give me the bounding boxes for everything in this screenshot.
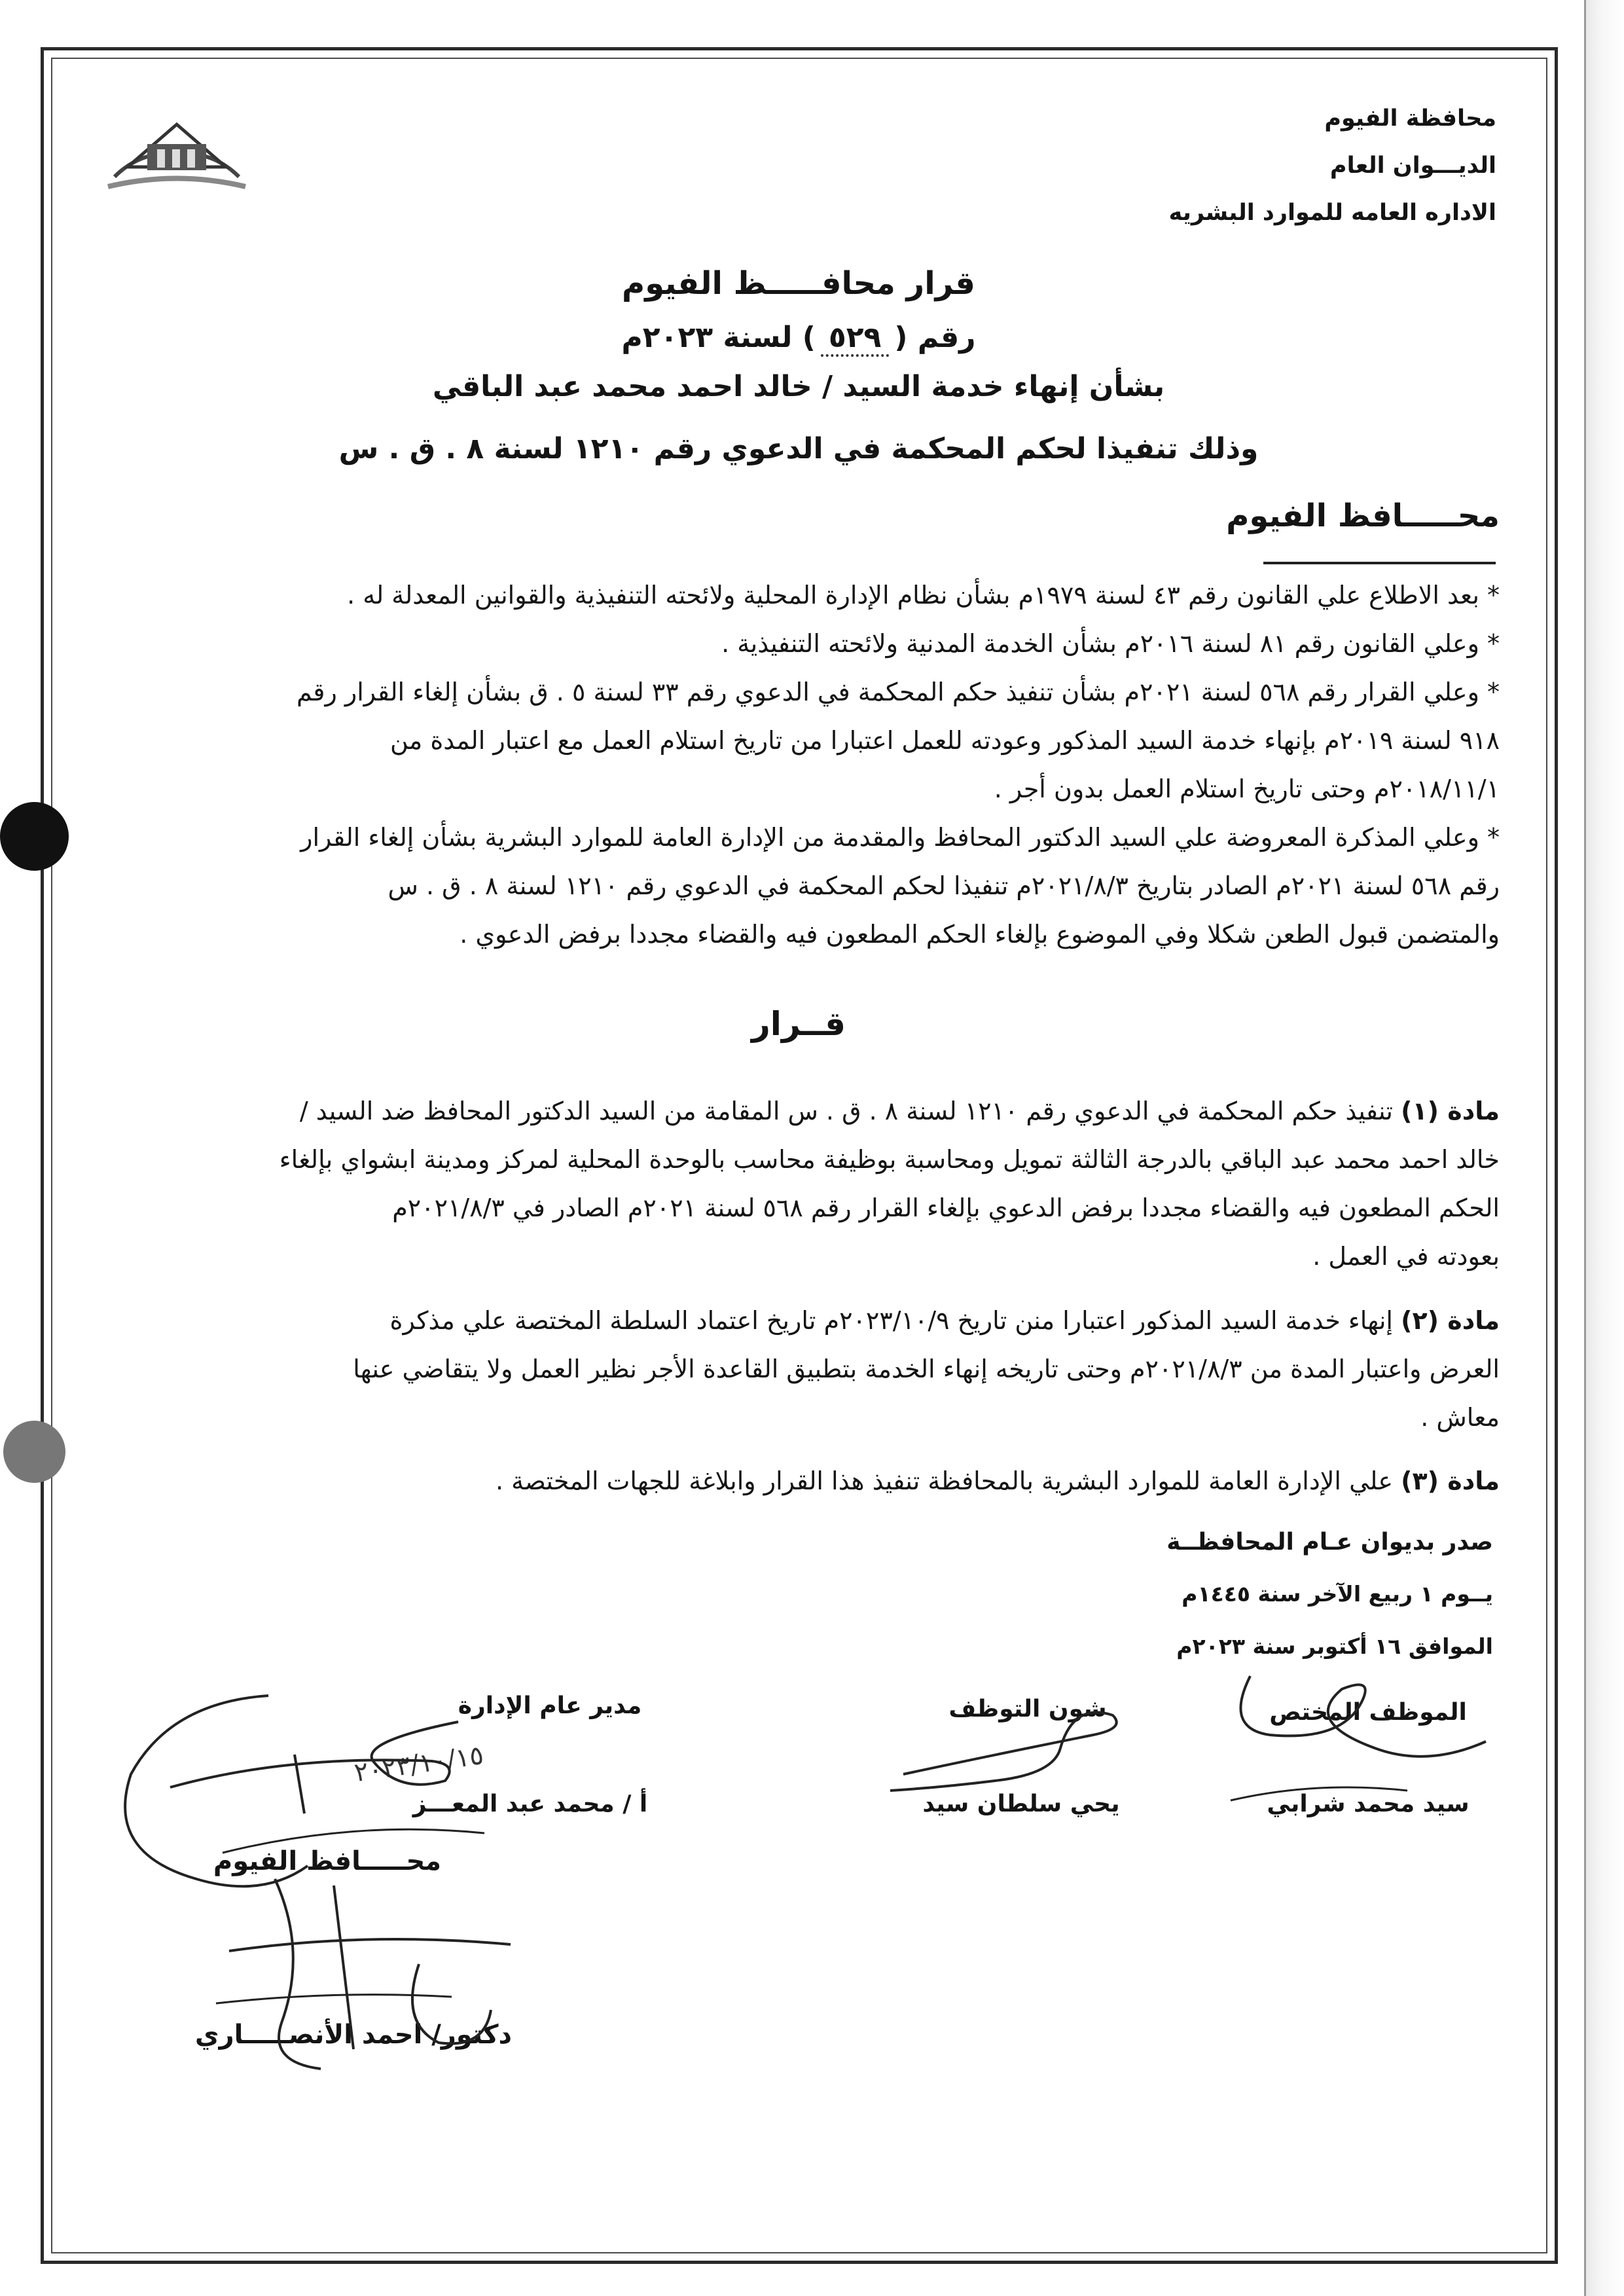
letterhead xyxy=(1038,95,1496,236)
issuance-line-3: الموافق ١٦ أكتوبر سنة ٢٠٢٣م xyxy=(1176,1633,1493,1659)
issuer-heading-underline xyxy=(1263,562,1496,564)
preamble-line: * وعلي القرار رقم ٥٦٨ لسنة ٢٠٢١م بشأن تنفيذ حكم المحكمة في الدعوي رقم ٣٣ لسنة ٥ . ق بشأن إلغاء القرار رقم xyxy=(297,678,1500,706)
decree-number: ٥٢٩ xyxy=(821,321,890,357)
affairs-signature-icon xyxy=(877,1676,1152,1813)
employee-name: سيد محمد شرابي xyxy=(1267,1791,1470,1817)
handwritten-date: ٢٠٢٣/١٠/١٥ xyxy=(352,1740,486,1789)
governor-name: دكتور/ احمد الأنصـــــاري xyxy=(194,2020,513,2050)
article-3-text: علي الإدارة العامة للموارد البشرية بالمحافظة تنفيذ هذا القرار وابلاغة للجهات المختصة . xyxy=(495,1467,1393,1495)
preamble-line: ٩١٨ لسنة ٢٠١٩م بإنهاء خدمة السيد المذكور وعودته للعمل اعتبارا من تاريخ استلام العمل مع اعتبار المدة من xyxy=(389,726,1500,755)
article-1-line: خالد احمد محمد عبد الباقي بالدرجة الثالثة تمويل ومحاسبة بوظيفة محاسب بالوحدة المحلية لمركز ومدينة ابشواي بإلغاء xyxy=(279,1145,1500,1174)
decree-title: قرار محافـــــظ الفيوم xyxy=(622,265,975,302)
preamble-line: * وعلي القانون رقم ٨١ لسنة ٢٠١٦م بشأن الخدمة المدنية ولائحته التنفيذية . xyxy=(721,629,1500,658)
preamble-line: * وعلي المذكرة المعروضة علي السيد الدكتور المحافظ والمقدمة من الإدارة العامة للموارد البشرية بشأن إلغاء القرار xyxy=(300,823,1500,852)
decision-heading: قــرار xyxy=(751,1005,846,1043)
article-3 xyxy=(125,1457,1500,1505)
affairs-name: يحي سلطان سيد xyxy=(922,1791,1120,1817)
article-1-line: الحكم المطعون فيه والقضاء مجددا برفض الدعوي بإلغاء القرار رقم ٥٦٨ لسنة ٢٠٢١م الصادر في ٢٠٢١/٨/٣م xyxy=(392,1194,1500,1222)
preamble-line: والمتضمن قبول الطعن شكلا وفي الموضوع بإلغاء الحكم المطعون فيه والقضاء مجددا برفض الدعوي . xyxy=(460,920,1500,949)
decree-number-line xyxy=(196,321,1401,357)
issuance-line-1: صدر بديوان عـام المحافظــة xyxy=(1166,1529,1493,1556)
punch-hole-top xyxy=(0,802,69,871)
article-2 xyxy=(125,1296,1500,1442)
preamble-line: رقم ٥٦٨ لسنة ٢٠٢١م الصادر بتاريخ ٢٠٢١/٨/٣م تنفيذا لحكم المحكمة في الدعوي رقم ١٢١٠ لسنة ٨ . ق . س xyxy=(388,871,1500,900)
governor-signature-icon xyxy=(203,1872,517,2088)
article-2-line: إنهاء خدمة السيد المذكور اعتبارا منن تاريخ ٢٠٢٣/١٠/٩م تاريخ اعتماد السلطة المختصة علي مذكرة xyxy=(389,1306,1393,1335)
director-name: أ / محمد عبد المعـــز xyxy=(412,1791,648,1817)
article-1-label: مادة (١) xyxy=(1401,1097,1500,1125)
department-name: الاداره العامه للموارد البشريه xyxy=(1168,200,1496,226)
decree-execution-note: وذلك تنفيذا لحكم المحكمة في الدعوي رقم ١٢١٠ لسنة ٨ . ق . س xyxy=(338,432,1259,465)
diwan-name: الديـــوان العام xyxy=(1329,153,1496,179)
page-edge-shadow xyxy=(1584,0,1624,2296)
preamble xyxy=(125,571,1500,958)
governorate-name: محافظة الفيوم xyxy=(1324,105,1496,132)
employee-title: الموظف المختص xyxy=(1269,1699,1467,1726)
director-title: مدير عام الإدارة xyxy=(458,1692,642,1719)
article-1-line: تنفيذ حكم المحكمة في الدعوي رقم ١٢١٠ لسنة ٨ . ق . س المقامة من السيد الدكتور المحافظ ضد السيد / xyxy=(299,1097,1393,1125)
employee-signature-icon xyxy=(1211,1650,1506,1820)
affairs-title: شون التوظف xyxy=(948,1696,1107,1722)
article-3-label: مادة (٣) xyxy=(1401,1467,1500,1495)
preamble-line: * بعد الاطلاع علي القانون رقم ٤٣ لسنة ١٩٧٩م بشأن نظام الإدارة المحلية ولائحته التنفيذية والقوانين المعدلة له . xyxy=(347,581,1500,610)
issuer-heading: محـــــافظ الفيوم xyxy=(1226,498,1500,534)
issuance-line-2: يــوم ١ ربيع الآخر سنة ١٤٤٥م xyxy=(1182,1581,1493,1607)
preamble-line: ٢٠١٨/١١/١م وحتى تاريخ استلام العمل بدون أجر . xyxy=(994,774,1500,803)
fayoum-governorate-emblem-icon xyxy=(101,105,252,196)
governor-title: محـــــافظ الفيوم xyxy=(213,1846,442,1876)
article-2-line: معاش . xyxy=(1420,1403,1500,1432)
decree-number-suffix: ) لسنة ٢٠٢٣م xyxy=(621,321,816,354)
article-2-label: مادة (٢) xyxy=(1401,1306,1500,1335)
article-2-line: العرض واعتبار المدة من ٢٠٢١/٨/٣م وحتى تاريخه إنهاء الخدمة بتطبيق القاعدة الأجر نظير العمل ولا يتقاضي عنها xyxy=(353,1355,1500,1383)
article-1-line: بعودته في العمل . xyxy=(1312,1242,1500,1271)
punch-hole-bottom xyxy=(3,1421,65,1483)
article-1 xyxy=(125,1087,1500,1281)
decree-number-prefix: رقم ( xyxy=(894,321,976,354)
decree-subject: بشأن إنهاء خدمة السيد / خالد احمد محمد عبد الباقي xyxy=(432,370,1165,403)
